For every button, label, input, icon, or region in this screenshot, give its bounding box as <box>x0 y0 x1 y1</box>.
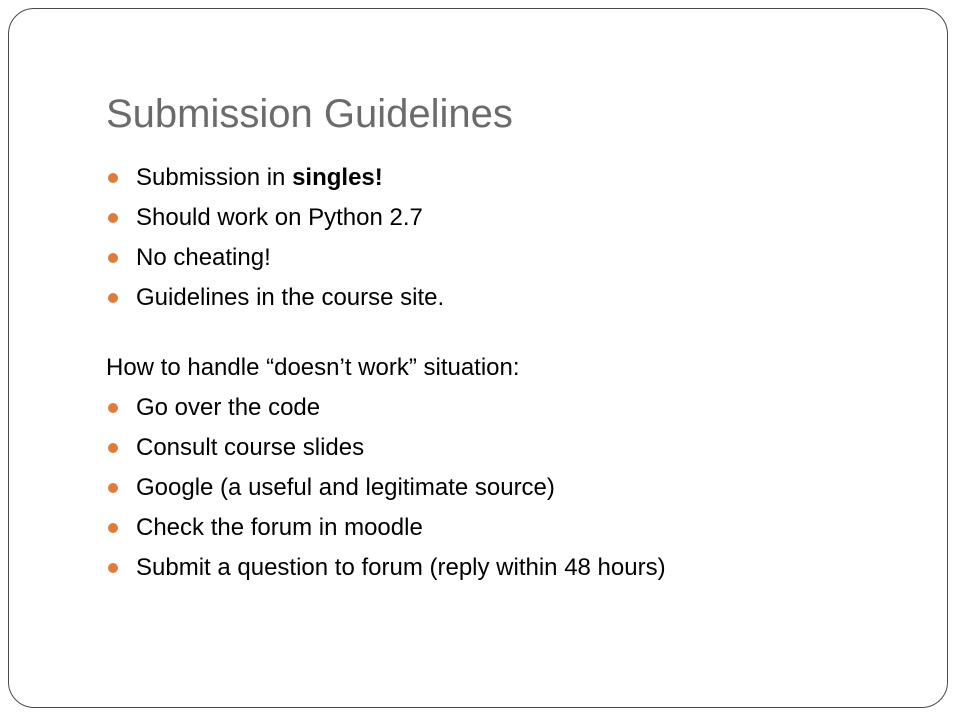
bullet-text: Guidelines in the course site. <box>136 284 445 311</box>
bullet-dot-icon <box>108 173 118 183</box>
handling-heading: How to handle “doesn’t work” situation: <box>106 354 520 381</box>
bullet-item <box>106 548 926 588</box>
bullet-dot-icon <box>108 563 118 573</box>
slide-title: Submission Guidelines <box>106 92 513 136</box>
bullet-text: Submission in <box>136 164 293 191</box>
bullet-text: Submit a question to forum (reply within 48 hours) <box>136 554 666 581</box>
bullet-text: Should work on Python 2.7 <box>136 204 423 231</box>
bullet-item <box>106 388 926 428</box>
bullet-dot-icon <box>108 523 118 533</box>
bullet-item <box>106 468 926 508</box>
bullet-text: Check the forum in moodle <box>136 514 423 541</box>
bullet-bold-text: singles! <box>292 164 383 191</box>
bullet-item <box>106 198 926 238</box>
bullet-text: No cheating! <box>136 244 271 271</box>
bullet-dot-icon <box>108 293 118 303</box>
bullet-dot-icon <box>108 213 118 223</box>
bullet-item <box>106 508 926 548</box>
bullet-item <box>106 238 926 278</box>
bullet-text: Consult course slides <box>136 434 365 461</box>
bullet-dot-icon <box>108 403 118 413</box>
bullet-dot-icon <box>108 443 118 453</box>
spacer <box>106 318 926 348</box>
bullet-item <box>106 278 926 318</box>
bullet-item <box>106 428 926 468</box>
bullet-dot-icon <box>108 253 118 263</box>
bullet-item <box>106 158 926 198</box>
bullet-dot-icon <box>108 483 118 493</box>
bullet-text: Go over the code <box>136 394 321 421</box>
slide-body <box>106 158 926 588</box>
bullet-text: Google (a useful and legitimate source) <box>136 474 555 501</box>
